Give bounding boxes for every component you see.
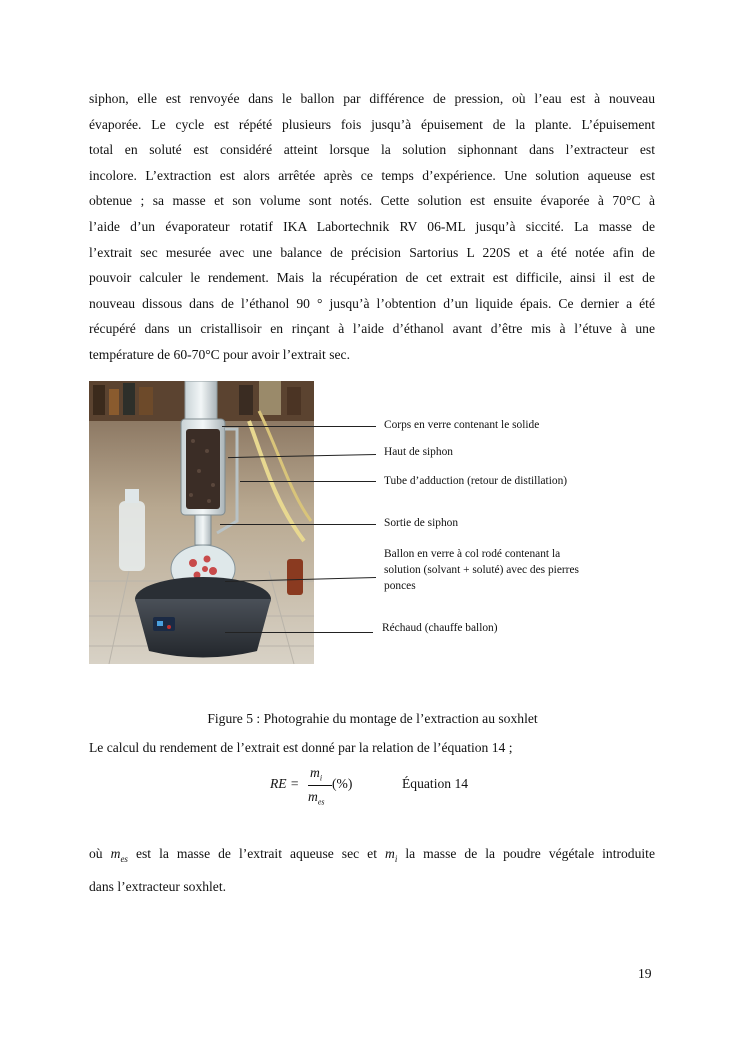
symbol-m: m	[110, 846, 121, 861]
conclusion-text: où	[89, 846, 111, 861]
body-line: obtenue ; sa masse et son volume sont notés. Cette solution est ensuite évaporée à 70°C à	[89, 193, 655, 209]
equation-lhs: RE =	[270, 776, 300, 791]
label-ballon	[384, 546, 579, 594]
body-line: l’extrait sec mesurée avec une balance de précision Sartorius L 220S et a été notée afin de	[89, 244, 655, 260]
label-tube-adduction: Tube d’adduction (retour de distillation)	[384, 475, 568, 487]
fraction-bar	[308, 785, 332, 786]
callout-line-rechaud	[225, 632, 373, 633]
body-line: incolore. L’extraction est alors arrêtée après ce temps d’expérience. Une solution aqueuse est	[89, 167, 655, 183]
label-corps: Corps en verre contenant le solide	[384, 419, 540, 431]
label-haut-siphon: Haut de siphon	[384, 446, 453, 458]
label-ballon-line: solution (solvant + soluté) avec des pierres	[384, 564, 579, 576]
denominator-symbol: m	[308, 789, 318, 804]
subscript-es: es	[120, 853, 128, 864]
equation-label: Équation 14	[402, 776, 469, 791]
denominator-subscript: es	[317, 797, 325, 807]
figure-caption: Figure 5 : Photograhie du montage de l’extraction au soxhlet	[207, 711, 538, 726]
body-paragraph	[89, 86, 655, 368]
body-line: l’aide d’un évaporateur rotatif IKA Labortechnik RV 06-ML jusqu’à siccité. La masse de	[89, 218, 655, 234]
callout-line-sortie	[220, 524, 376, 525]
conclusion-line: dans l’extracteur soxhlet.	[89, 878, 227, 894]
label-ballon-line: Ballon en verre à col rodé contenant la	[384, 548, 561, 560]
equation-numerator	[310, 765, 322, 783]
body-line: évaporée. Le cycle est répété plusieurs fois jusqu’à épuisement de la plante. L’épuisement	[89, 116, 655, 132]
equation-intro: Le calcul du rendement de l’extrait est donné par la relation de l’équation 14 ;	[89, 740, 513, 755]
body-line: récupéré dans un cristallisoir en rinçant à l’aide d’éthanol avant d’être mis à l’étuve à une	[89, 321, 655, 337]
body-line: total en soluté est considéré atteint lorsque la solution siphonnant dans l’extracteur est	[89, 142, 655, 158]
callout-line-tube	[240, 481, 376, 482]
label-ballon-line: ponces	[384, 580, 416, 592]
symbol-m: m	[385, 846, 395, 861]
body-line: température de 60-70°C pour avoir l’extrait sec.	[89, 346, 350, 362]
body-line: siphon, elle est renvoyée dans le ballon par différence de pression, où l’eau est à nouveau	[89, 91, 655, 106]
numerator-subscript: i	[319, 773, 323, 783]
conclusion-text: la masse de la poudre végétale introduite	[397, 846, 655, 861]
equation-denominator	[308, 789, 325, 807]
numerator-symbol: m	[310, 765, 320, 780]
soxhlet-photo	[89, 381, 314, 664]
label-sortie-siphon: Sortie de siphon	[384, 517, 459, 529]
conclusion-text: est la masse de l’extrait aqueuse sec et	[127, 846, 385, 861]
conclusion-paragraph	[89, 840, 655, 900]
page-number: 19	[638, 966, 652, 981]
conclusion-line	[89, 840, 655, 873]
label-rechaud: Réchaud (chauffe ballon)	[382, 622, 498, 634]
subscript-i: i	[394, 853, 398, 864]
body-line: pouvoir calculer le rendement. Mais la récupération de cet extrait est difficile, ainsi il est de	[89, 270, 655, 286]
body-line: nouveau dissous dans de l’éthanol 90 ° jusqu’à l’obtention d’un liquide épais. Ce dernier a été	[89, 295, 655, 311]
equation-unit: (%)	[332, 776, 353, 791]
callout-line-corps	[222, 426, 376, 427]
